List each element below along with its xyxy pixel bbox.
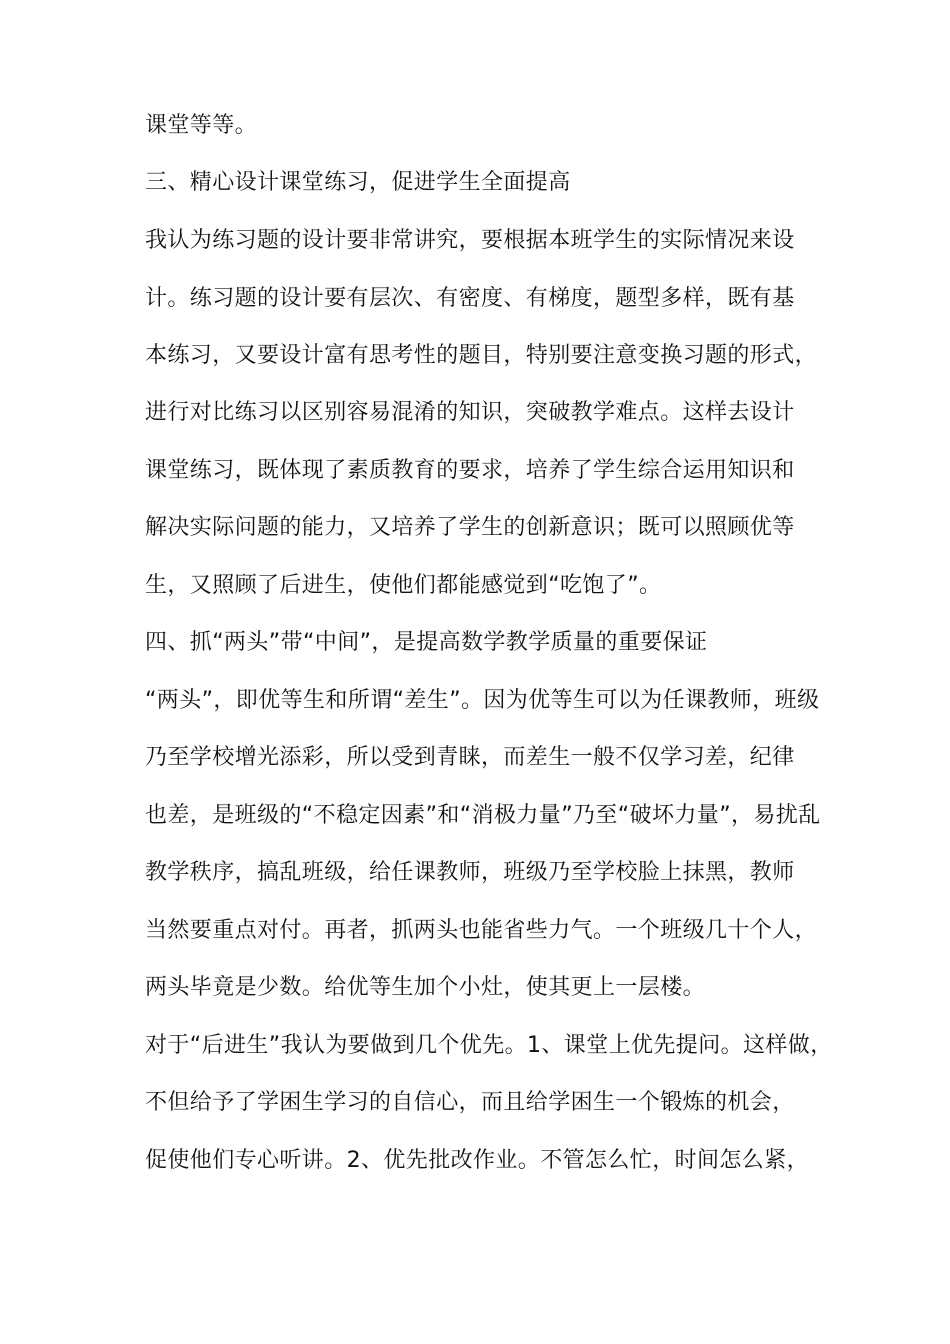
section-heading: 四、抓“两头”带“中间”，是提高数学教学质量的重要保证 [145, 630, 708, 655]
text-line: “两头”，即优等生和所谓“差生”。因为优等生可以为任课教师，班级 [145, 688, 820, 713]
text-line: 课堂练习，既体现了素质教育的要求，培养了学生综合运用知识和 [145, 458, 795, 483]
text-line: 进行对比练习以区别容易混淆的知识，突破教学难点。这样去设计 [145, 400, 795, 425]
text-line: 乃至学校增光添彩，所以受到青睐，而差生一般不仅学习差，纪律 [145, 745, 795, 770]
text-line: 本练习，又要设计富有思考性的题目，特别要注意变换习题的形式， [145, 343, 818, 368]
text-line: 我认为练习题的设计要非常讲究，要根据本班学生的实际情况来设 [145, 228, 795, 253]
text-line: 计。练习题的设计要有层次、有密度、有梯度，题型多样，既有基 [145, 286, 795, 311]
text-line: 也差，是班级的“不稳定因素”和“消极力量”乃至“破坏力量”，易扰乱 [145, 803, 821, 828]
text-line: 促使他们专心听讲。2、优先批改作业。不管怎么忙，时间怎么紧， [145, 1148, 809, 1173]
text-line: 两头毕竟是少数。给优等生加个小灶，使其更上一层楼。 [145, 975, 706, 1000]
text-line: 课堂等等。 [145, 113, 258, 138]
text-line: 当然要重点对付。再者，抓两头也能省些力气。一个班级几十个人， [145, 918, 818, 943]
section-heading: 三、精心设计课堂练习，促进学生全面提高 [145, 170, 571, 195]
text-line: 生，又照顾了后进生，使他们都能感觉到“吃饱了”。 [145, 573, 662, 598]
text-line: 不但给予了学困生学习的自信心，而且给学困生一个锻炼的机会， [145, 1090, 795, 1115]
text-line: 对于“后进生”我认为要做到几个优先。1、课堂上优先提问。这样做， [145, 1033, 833, 1058]
text-line: 解决实际问题的能力，又培养了学生的创新意识；既可以照顾优等 [145, 515, 795, 540]
text-line: 教学秩序，搞乱班级，给任课教师，班级乃至学校脸上抹黑，教师 [145, 860, 795, 885]
